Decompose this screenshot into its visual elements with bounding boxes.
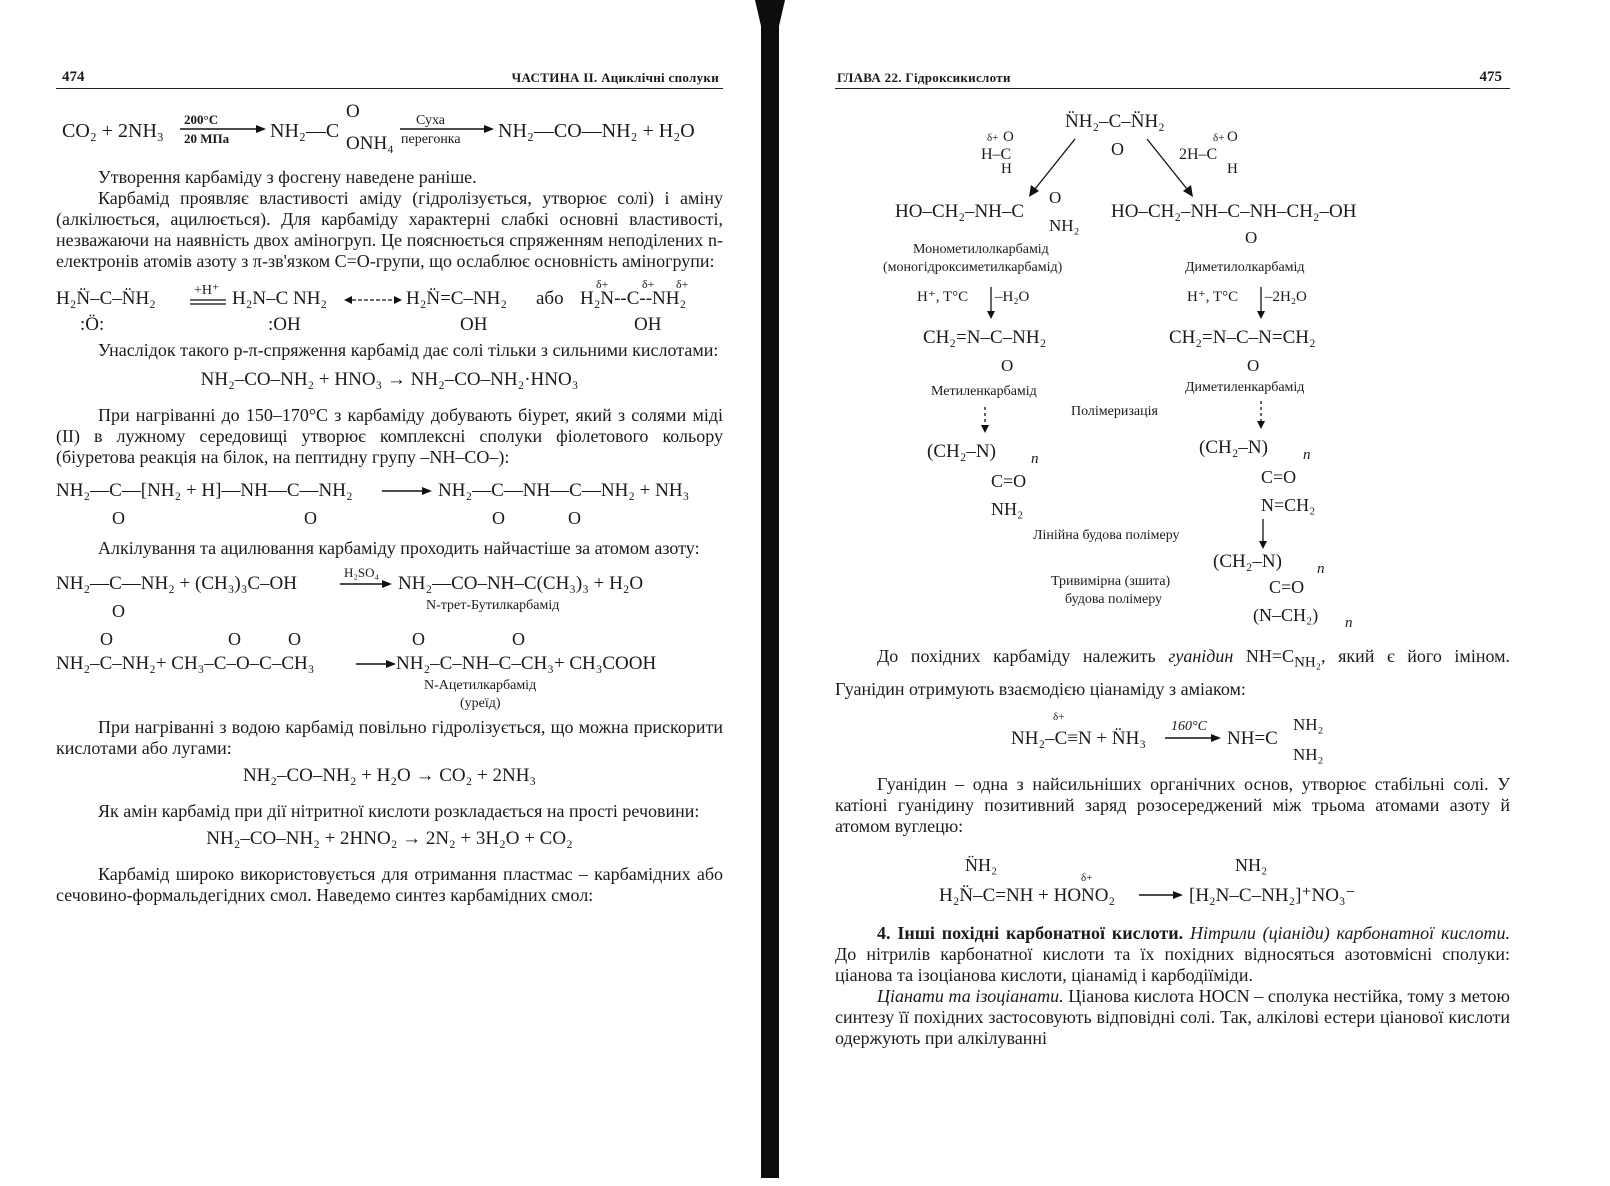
- scheme-poly-right: (CH₂–N): [1199, 437, 1268, 458]
- right-para-1-start: До похідних карбаміду належить: [877, 646, 1169, 666]
- eq-guanidine-cation: [835, 843, 1510, 911]
- left-para-3: Унаслідок такого p-π-спряження карбамід дає солі тільки з сильними кислотами:: [98, 340, 719, 360]
- acyl-lhs: NH₂–C–NH₂+ CH₃–C–O–C–CH₃: [56, 653, 315, 674]
- left-page: [0, 0, 745, 1186]
- left-para-7: Як амін карбамід при дії нітритної кислоти розкладається на прості речовини:: [98, 801, 700, 821]
- scheme-poly-right-co: C=O: [1261, 467, 1297, 487]
- guan-delta: δ+: [1053, 710, 1065, 723]
- section-heading-4: 4. Інші похідні карбонатної кислоти.: [877, 922, 1184, 943]
- scheme-cond-left-loss: –H₂O: [995, 289, 1030, 305]
- eq-hno3: NH₂–CO–NH₂ + HNO₃ → NH₂–CO–NH₂·HNO₃: [200, 369, 579, 390]
- right-para-1-word: гуанідин: [1168, 646, 1234, 666]
- guan-rhs: NH=C: [1227, 727, 1278, 749]
- scheme-polymerization: Полімеризація: [1071, 404, 1158, 419]
- eq-cond-top: 200°C: [184, 112, 219, 127]
- scheme-cond-left: H⁺, T°C: [917, 289, 969, 305]
- right-para-1-end: , який є його іміном. Гуанідин отримують взаємодією ціанаміду з аміаком:: [835, 646, 1510, 699]
- scheme-mono-name: Монометилолкарбамід: [913, 242, 1049, 257]
- scheme-methylene-name: Метиленкарбамід: [931, 384, 1037, 399]
- scheme-2hcho-h: H: [1227, 161, 1238, 177]
- scheme-cond-right-loss: –2H₂O: [1265, 289, 1307, 305]
- scheme-dimethylene-o: O: [1247, 356, 1260, 375]
- scheme-hcho-o: O: [1003, 129, 1014, 145]
- scheme-cond-right: H⁺, T°C: [1187, 289, 1239, 305]
- scheme-di: HO–CH₂–NH–C–NH–CH₂–OH: [1111, 201, 1357, 222]
- scheme-mono-nh2: NH₂: [1049, 216, 1080, 235]
- res-a: H₂N̈–C–N̈H₂: [56, 288, 156, 309]
- biuret-o-4: O: [568, 508, 581, 528]
- biuret-o-2: O: [304, 508, 317, 528]
- eq-cond2-bottom: перегонка: [401, 132, 461, 147]
- eq-alkylation: [56, 567, 723, 625]
- right-para-3: [835, 923, 1510, 986]
- scheme-poly-3d-chain-n: n: [1345, 615, 1353, 629]
- scheme-poly-right-n: n: [1303, 447, 1311, 463]
- cation-nh2: N̈H₂: [965, 854, 998, 875]
- left-para-2: Карбамід проявляє властивості аміду (гідролізується, утворює солі) і аміну (алкілюється, ацилюється). Для карбаміду характерні слабкі основні властивості, незважаючи на наявність двох аміногруп. Це пояснюється спряженням неподілених n-електронів атомів азоту з π-зв'язком C=O-групи, що ослаблює основність аміногрупи:: [56, 188, 723, 271]
- right-para-4-italic: Ціанати та ізоціанати.: [877, 985, 1064, 1006]
- biuret-rhs: NH₂—C—NH—C—NH₂ + NH₃: [438, 480, 690, 501]
- scheme-linear: Лінійна будова полімеру: [1033, 528, 1180, 543]
- left-running-title: ЧАСТИНА II. Ациклічні сполуки: [511, 70, 719, 85]
- right-para-4-text: Ціанова кислота HOCN – сполука нестійка, тому з метою синтезу її похідних застосовують відповідні солі. Так, алкілові естери ціанової кислоти одержують при алкілуванні: [835, 985, 1510, 1048]
- book-gutter: [755, 0, 785, 1186]
- scheme-urea-o: O: [1111, 139, 1124, 159]
- acyl-name: N-Ацетилкарбамід: [424, 678, 537, 693]
- scheme-2hcho: 2H–C: [1179, 146, 1218, 163]
- cation-rhs: [H₂N–C–NH₂]⁺NO₃⁻: [1189, 884, 1356, 906]
- scheme-urea: N̈H₂–C–N̈H₂: [1065, 111, 1165, 132]
- guan-lhs: NH₂–C≡N + N̈H₃: [1011, 727, 1146, 749]
- res-c: H₂N̈=C–NH₂: [406, 288, 508, 309]
- biuret-lhs: NH₂—C—[NH₂ + H]—NH—C—NH₂: [56, 480, 353, 501]
- cation-lhs: H₂N̈–C=NH + HONO₂: [939, 884, 1116, 906]
- eq-cond-bottom: 20 МПа: [184, 131, 230, 146]
- alkyl-lhs: NH₂—C—NH₂ + (CH₃)₃C–OH: [56, 573, 297, 594]
- scheme-poly-left-co: C=O: [991, 471, 1027, 491]
- scheme-poly-3d: (CH₂–N): [1213, 551, 1282, 572]
- scheme-three-d: Тривимірна (зшита): [1051, 574, 1171, 589]
- res-b: H₂N–C NH₂: [232, 288, 328, 309]
- res-d-oh: OH: [634, 314, 662, 335]
- guan-cond: 160°C: [1171, 718, 1207, 734]
- res-abo: або: [536, 288, 564, 309]
- res-c-oh: OH: [460, 314, 488, 335]
- acyl-name-2: (уреїд): [460, 696, 501, 711]
- right-para-3-italic: Нітрили (ціаніди) карбонатної кислоти.: [1183, 922, 1510, 943]
- right-para-1-nh2: NH₂: [1294, 654, 1321, 671]
- res-arrow-label: +H⁺: [194, 283, 220, 298]
- alkyl-o: O: [112, 601, 125, 621]
- right-page: [790, 0, 1610, 1186]
- eq-hno2: NH₂–CO–NH₂ + 2HNO₂ → 2N₂ + 3H₂O + CO₂: [206, 828, 573, 849]
- scheme-mono: HO–CH₂–NH–C: [895, 201, 1025, 222]
- urea-resin-scheme: [835, 89, 1510, 629]
- scheme-dimethylene: CH₂=N–C–N=CH₂: [1169, 327, 1316, 348]
- left-para-5: Алкілування та ацилювання карбаміду проходить найчастіше за атомом азоту:: [98, 538, 700, 558]
- scheme-hcho: H–C: [981, 146, 1012, 163]
- acyl-o-2: O: [228, 629, 241, 649]
- right-page-number: 475: [1479, 69, 1502, 85]
- res-a-o: :Ö:: [80, 314, 105, 335]
- scheme-poly-right-nch2: N=CH₂: [1261, 495, 1316, 515]
- acyl-rhs: NH₂–C–NH–C–CH₃+ CH₃COOH: [396, 653, 657, 674]
- scheme-di-o: O: [1245, 228, 1258, 247]
- scheme-mono-o: O: [1049, 188, 1062, 207]
- scheme-delta-2: δ+: [1213, 132, 1225, 144]
- scheme-di-name: Диметилолкарбамід: [1185, 260, 1305, 275]
- eq-product: NH₂—CO—NH₂ + H₂O: [498, 120, 695, 142]
- scheme-2hcho-o: O: [1227, 129, 1238, 145]
- res-delta-1: δ+: [596, 277, 609, 291]
- guan-nh2-2: NH₂: [1293, 744, 1324, 764]
- cation-rhs-nh2: NH₂: [1235, 854, 1268, 875]
- left-para-1: Утворення карбаміду з фосгену наведене раніше.: [98, 167, 477, 187]
- scheme-hcho-h: H: [1001, 161, 1012, 177]
- acyl-o-5: O: [512, 629, 525, 649]
- eq-acylation: [56, 627, 723, 711]
- eq-biuret: [56, 474, 723, 530]
- eq-cond2-top: Суха: [416, 113, 446, 128]
- res-delta-3: δ+: [676, 277, 689, 291]
- scheme-delta-1: δ+: [987, 132, 999, 144]
- scheme-poly-3d-chain: (N–CH₂): [1253, 605, 1319, 625]
- left-para-8: Карбамід широко використовується для отримання пластмас – карбамідних або сечовино-формальдегідних смол. Наведемо синтез карбамідних смол:: [56, 864, 723, 905]
- right-para-1: [835, 643, 1510, 702]
- eq-resonance: [56, 276, 723, 340]
- scheme-poly-3d-co: C=O: [1269, 577, 1305, 597]
- scheme-dimethylene-name: Диметиленкарбамід: [1185, 380, 1305, 395]
- left-para-4: При нагріванні до 150–170°C з карбаміду добувають біурет, який з солями міді (II) в лужному середовищі утворює комплексні сполуки фіолетового кольору (біуретова реакція на білок, на пептидну групу –NH–CO–):: [56, 405, 723, 467]
- acyl-o-1: O: [100, 629, 113, 649]
- biuret-o-1: O: [112, 508, 125, 528]
- acyl-o-4: O: [412, 629, 425, 649]
- right-running-title: ГЛАВА 22. Гідроксикислоти: [837, 70, 1011, 85]
- alkyl-rhs: NH₂—CO–NH–C(CH₃)₃ + H₂O: [398, 573, 644, 594]
- left-page-number: 474: [62, 69, 85, 85]
- eq-guanidine: [835, 708, 1510, 768]
- scheme-poly-left-n: n: [1031, 451, 1039, 467]
- scheme-mono-name-2: (моногідроксиметилкарбамід): [883, 260, 1063, 275]
- eq-mid-o: O: [346, 101, 360, 122]
- scheme-poly-3d-n: n: [1317, 561, 1325, 577]
- res-b-oh: :OH: [268, 314, 301, 335]
- right-para-4: [835, 986, 1510, 1049]
- right-para-1-formula: NH=C: [1245, 646, 1295, 666]
- alkyl-name: N-трет-Бутилкарбамід: [426, 598, 560, 613]
- guan-nh2-1: NH₂: [1293, 714, 1324, 734]
- eq-urea-synthesis: [56, 97, 723, 159]
- res-d: H₂N--C--NH₂: [580, 288, 687, 309]
- right-running-head: [835, 66, 1510, 89]
- eq-co2: CO₂ + 2NH₃: [62, 120, 164, 142]
- left-running-head: [56, 66, 723, 89]
- biuret-o-3: O: [492, 508, 505, 528]
- scheme-poly-left-nh2: NH₂: [991, 499, 1024, 519]
- scheme-methylene: CH₂=N–C–NH₂: [923, 327, 1047, 348]
- eq-mid-onh4: ONH₄: [346, 133, 394, 154]
- scheme-poly-left: (CH₂–N): [927, 441, 996, 462]
- scheme-methylene-o: O: [1001, 356, 1014, 375]
- left-para-6: При нагріванні з водою карбамід повільно гідролізується, що можна прискорити кислотами або лугами:: [56, 717, 723, 758]
- acyl-o-3: O: [288, 629, 301, 649]
- scheme-three-d-2: будова полімеру: [1065, 592, 1163, 607]
- cation-delta: δ+: [1081, 871, 1093, 884]
- alkyl-cat: H₂SO₄: [344, 567, 380, 580]
- eq-mid: NH₂—C: [270, 120, 340, 142]
- res-delta-2: δ+: [642, 277, 655, 291]
- right-para-3-text: До нітрилів карбонатної кислоти та їх похідних відносяться азотовмісні сполуки: ціанова та ізоціанова кислоти, ціанамід і карбодіїміди.: [835, 943, 1510, 985]
- right-para-2: Гуанідин – одна з найсильніших органічних основ, утворює стабільні солі. У катіоні гуанідину позитивний заряд розосереджений між трьома атомами азоту й атомом вуглецю:: [835, 773, 1510, 836]
- eq-hydrolysis: NH₂–CO–NH₂ + H₂O → CO₂ + 2NH₃: [242, 765, 537, 786]
